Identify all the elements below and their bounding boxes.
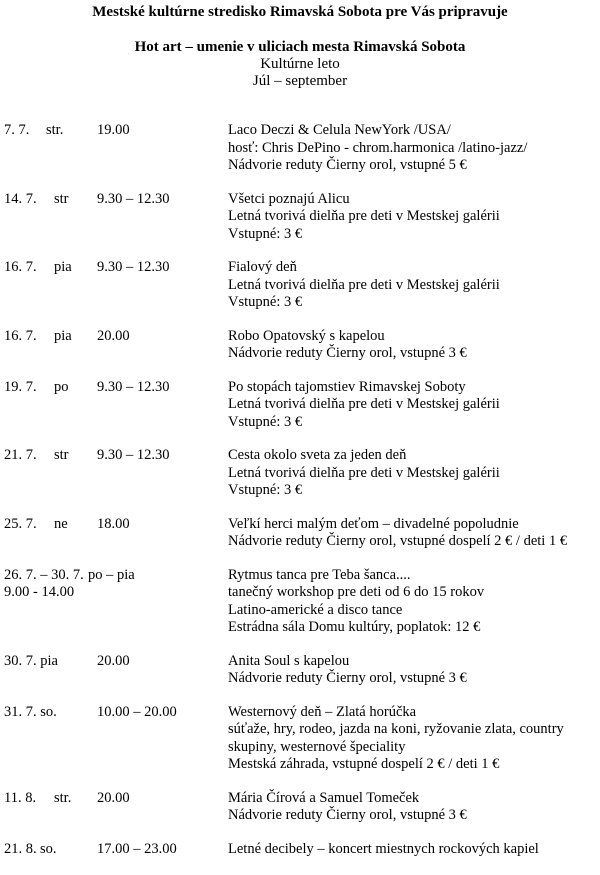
event-detail-line: Vstupné: 3 € bbox=[228, 413, 303, 430]
event-time: 18.00 bbox=[97, 515, 130, 532]
event-detail-line: Latino-americké a disco tance bbox=[228, 601, 403, 618]
event-row bbox=[4, 790, 596, 825]
event-description bbox=[228, 567, 596, 637]
event-description bbox=[228, 328, 596, 363]
event-date: 31. 7. so. bbox=[4, 703, 57, 720]
header-subtitle: Kultúrne leto bbox=[260, 56, 340, 72]
event-row bbox=[4, 122, 596, 175]
event-title: Mária Čírová a Samuel Tomeček bbox=[228, 789, 420, 806]
event-description bbox=[228, 447, 596, 500]
event-time: 17.00 – 23.00 bbox=[97, 840, 177, 857]
event-detail-line: Nádvorie reduty Čierny orol, vstupné 3 € bbox=[228, 670, 467, 686]
event-detail-line: Letná tvorivá dielňa pre deti v Mestskej galérii bbox=[228, 396, 500, 412]
event-row bbox=[4, 447, 596, 500]
event-date: 7. 7. bbox=[4, 122, 30, 138]
document-header bbox=[0, 4, 600, 90]
header-period: Júl – september bbox=[252, 73, 348, 89]
event-description bbox=[228, 379, 596, 432]
event-weekday: str. bbox=[54, 789, 72, 806]
event-detail-line: Vstupné: 3 € bbox=[228, 225, 303, 242]
event-detail-line: hosť: Chris DePino - chrom.harmonica /latino-jazz/ bbox=[228, 139, 528, 156]
event-title: Laco Deczi & Celula NewYork /USA/ bbox=[228, 122, 451, 138]
event-title: Rytmus tanca pre Teba šanca.... bbox=[228, 566, 411, 583]
event-detail-line: skupiny, westernové špeciality bbox=[228, 738, 406, 755]
event-time: 10.00 – 20.00 bbox=[97, 703, 177, 720]
event-detail-line: Letná tvorivá dielňa pre deti v Mestskej galérii bbox=[228, 464, 500, 481]
event-title: Cesta okolo sveta za jeden deň bbox=[228, 447, 407, 463]
event-detail-line: Letná tvorivá dielňa pre deti v Mestskej galérii bbox=[228, 208, 500, 224]
event-detail-line: Letná tvorivá dielňa pre deti v Mestskej galérii bbox=[228, 276, 500, 293]
event-detail-line: Nádvorie reduty Čierny orol, vstupné dospelí 2 € / deti 1 € bbox=[228, 533, 568, 549]
event-detail-line: tanečný workshop pre deti od 6 do 15 rokov bbox=[228, 584, 485, 600]
event-date: 21. 8. bbox=[4, 840, 37, 857]
event-title: Robo Opatovský s kapelou bbox=[228, 327, 385, 344]
event-weekday: str. bbox=[46, 122, 64, 138]
event-title: Letné decibely – koncert miestnych rockových kapiel bbox=[228, 840, 539, 857]
event-row bbox=[4, 328, 596, 363]
event-description bbox=[228, 191, 596, 244]
event-title: Westernový deň – Zlatá horúčka bbox=[228, 703, 417, 720]
event-row bbox=[4, 704, 596, 774]
header-gap bbox=[0, 21, 600, 39]
event-time: 9.30 – 12.30 bbox=[97, 447, 170, 463]
event-detail-line: Vstupné: 3 € bbox=[228, 482, 303, 498]
event-date: 30. 7. pia bbox=[4, 652, 58, 669]
event-time: 9.30 – 12.30 bbox=[97, 259, 170, 275]
event-title: Fialový deň bbox=[228, 259, 297, 275]
event-time: 20.00 bbox=[97, 327, 130, 344]
event-time: 20.00 bbox=[97, 652, 130, 669]
event-weekday: po bbox=[54, 378, 69, 395]
event-description bbox=[228, 259, 596, 312]
event-date: 25. 7. bbox=[4, 515, 37, 532]
event-row bbox=[4, 516, 596, 551]
event-detail-line: Nádvorie reduty Čierny orol, vstupné 3 € bbox=[228, 345, 467, 361]
event-title: Po stopách tajomstiev Rimavskej Soboty bbox=[228, 378, 466, 395]
event-time: 20.00 bbox=[97, 789, 130, 806]
event-title: Všetci poznajú Alicu bbox=[228, 190, 350, 207]
event-description bbox=[228, 122, 596, 175]
header-title: Hot art – umenie v uliciach mesta Rimavská Sobota bbox=[134, 39, 466, 55]
event-description bbox=[228, 841, 596, 859]
event-detail-line: Nádvorie reduty Čierny orol, vstupné 3 € bbox=[228, 807, 467, 823]
event-date: 16. 7. bbox=[4, 259, 37, 275]
event-title: Veľkí herci malým deťom – divadelné popoludnie bbox=[228, 515, 519, 532]
event-description bbox=[228, 653, 596, 688]
event-weekday: pia bbox=[54, 259, 72, 275]
event-weekday: str bbox=[54, 190, 69, 207]
event-detail-line: Vstupné: 3 € bbox=[228, 294, 303, 310]
event-description bbox=[228, 516, 596, 551]
event-description bbox=[228, 704, 596, 774]
event-weekday: po – pia bbox=[88, 566, 135, 583]
event-row bbox=[4, 653, 596, 688]
event-date: 16. 7. bbox=[4, 327, 37, 344]
event-detail-line: súťaže, hry, rodeo, jazda na koni, ryžovanie zlata, country bbox=[228, 721, 564, 737]
event-description bbox=[228, 790, 596, 825]
event-date: 26. 7. – 30. 7. bbox=[4, 566, 84, 583]
event-title: Anita Soul s kapelou bbox=[228, 652, 350, 669]
header-organizer: Mestské kultúrne stredisko Rimavská Sobota pre Vás pripravuje bbox=[92, 4, 508, 20]
event-time: 9.30 – 12.30 bbox=[97, 190, 170, 207]
event-date: 11. 8. bbox=[4, 789, 37, 806]
event-detail-line: Mestská záhrada, vstupné dospelí 2 € / deti 1 € bbox=[228, 756, 500, 772]
event-detail-line: Estrádna sála Domu kultúry, poplatok: 12 € bbox=[228, 619, 481, 635]
event-weekday: so. bbox=[40, 840, 57, 857]
event-row bbox=[4, 567, 596, 637]
event-time: 9.30 – 12.30 bbox=[97, 378, 170, 395]
event-weekday: pia bbox=[54, 327, 72, 344]
event-row bbox=[4, 259, 596, 312]
event-date: 21. 7. bbox=[4, 447, 37, 463]
event-date: 19. 7. bbox=[4, 378, 37, 395]
event-time: 19.00 bbox=[97, 122, 130, 138]
event-detail-line: Nádvorie reduty Čierny orol, vstupné 5 € bbox=[228, 157, 467, 173]
event-row bbox=[4, 379, 596, 432]
event-time: 9.00 - 14.00 bbox=[4, 584, 75, 600]
event-weekday: ne bbox=[54, 515, 68, 532]
event-date: 14. 7. bbox=[4, 190, 37, 207]
event-list bbox=[4, 122, 596, 874]
event-row bbox=[4, 841, 596, 859]
event-row bbox=[4, 191, 596, 244]
event-weekday: str bbox=[54, 447, 69, 463]
